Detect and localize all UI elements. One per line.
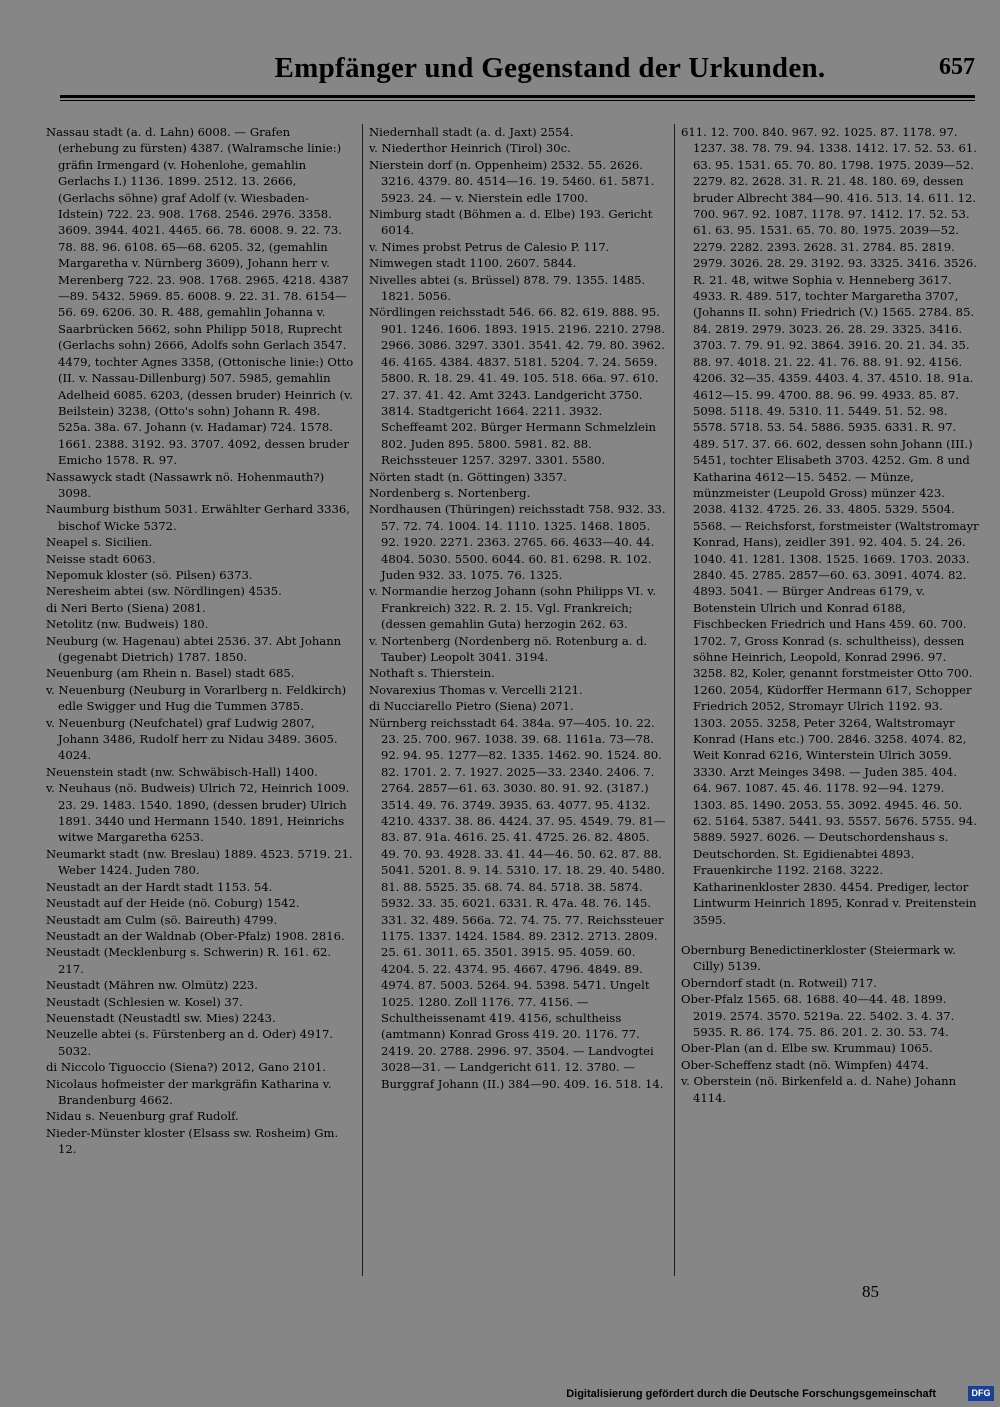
header-rule (60, 95, 975, 98)
index-entry: Neuenstadt (Neustadtl sw. Mies) 2243. (46, 1010, 276, 1025)
index-entry: Neuburg (w. Hagenau) abtei 2536. 37. Abt Johann (gegenabt Dietrich) 1787. 1850. (46, 633, 342, 664)
index-entry: Neisse stadt 6063. (46, 551, 156, 566)
index-entry: Nürnberg reichsstadt 64. 384a. 97—405. 10. 22. 23. 25. 700. 967. 1038. 39. 68. 1161a. 73—78. 92. 94. 95. 1277—82. 1335. 1462. 90. 1524. 80. 82. 1701. 2. 7. 1927. 2025—33. 2340. 2406. 7. 2764. 2857—61. 63. 3030. 80. 91. 92. (3187.) 3514. 49. 76. 3749. 3935. 63. 4077. 95. 4132. 4210. 4337. 38. 86. 4424. 37. 95. 4549. 79. 81—83. 87. 91a. 4616. 25. 41. 4725. 26. 82. 4805. 49. 70. 93. 4928. 33. 41. 44—46. 50. 62. 87. 88. 5041. 5201. 8. 9. 14. 5310. 17. 18. 29. 40. 5480. 81. 88. 5525. 35. 68. 74. 84. 5718. 38. 5874. 5932. 33. 35. 6021. 6331. R. 47a. 48. 76. 145. 331. 32. 489. 566a. 72. 74. 75. 77. Reichssteuer 1175. 1337. 1424. 1584. 89. 2312. 2713. 2809. 25. 61. 3011. 65. 3501. 3915. 95. 4059. 60. 4204. 5. 22. 4374. 95. 4667. 4796. 4849. 89. 4974. 87. 5003. 5264. 94. 5398. 5471. Ungelt 1025. 1280. Zoll 1176. 77. 4156. — Schultheissenamt 419. 4156, schultheiss (amtmann) Konrad Gross 419. 20. 1176. 77. 2419. 20. 2788. 2996. 97. 3504. — Landvogtei 3028—31. — Landgericht 611. 12. 3780. — Burggraf Johann (II.) 384—90. 409. 16. 518. 14. (369, 715, 666, 1091)
index-entry: Neustadt (Mecklenburg s. Schwerin) R. 161. 62. 217. (46, 945, 332, 976)
index-entry: Nothaft s. Thierstein. (369, 666, 495, 681)
index-entry: Oberndorf stadt (n. Rotweil) 717. (681, 975, 877, 990)
index-entry: v. Normandie herzog Johann (sohn Philipps VI. v. Frankreich) 322. R. 2. 15. Vgl. Frankreich; (dessen gemahlin Guta) herzogin 262. 63. (369, 584, 657, 632)
index-entry: Neresheim abtei (sw. Nördlingen) 4535. (46, 584, 282, 599)
index-entry: Nidau s. Neuenburg graf Rudolf. (46, 1109, 239, 1124)
index-entry: Neuzelle abtei (s. Fürstenberg an d. Oder) 4917. 5032. (46, 1027, 334, 1058)
index-column-left (46, 124, 354, 1407)
index-entry: Novarexius Thomas v. Vercelli 2121. (369, 682, 583, 697)
index-entry: Obernburg Benedictinerkloster (Steiermark w. Cilly) 5139. (681, 942, 956, 974)
index-entry: Nicolaus hofmeister der markgräfin Katharina v. Brandenburg 4662. (46, 1076, 332, 1107)
index-entry: Nordenberg s. Nortenberg. (369, 485, 531, 500)
index-entry: Nepomuk kloster (sö. Pilsen) 6373. (46, 567, 253, 582)
index-entry: Naumburg bisthum 5031. Erwählter Gerhard 3336, bischof Wicke 5372. (46, 502, 350, 533)
index-entry: Neapel s. Sicilien. (46, 535, 153, 550)
dfg-logo-icon: DFG (968, 1386, 994, 1401)
index-entry: Neuenburg (am Rhein n. Basel) stadt 685. (46, 666, 295, 681)
index-entry: Neustadt (Mähren nw. Olmütz) 223. (46, 978, 258, 993)
index-entry: 611. 12. 700. 840. 967. 92. 1025. 87. 1178. 97. 1237. 38. 78. 79. 94. 1338. 1412. 17. 52. 53. 61. 63. 95. 1531. 65. 70. 80. 1798. 1975. 2039—52. 2279. 82. 2628. 31. R. 21. 48. 180. 69, dessen bruder Albrecht 384—90. 416. 513. 14. 611. 12. 700. 967. 92. 1087. 1178. 97. 1412. 17. 52. 53. 61. 63. 95. 1531. 65. 70. 80. 1975. 2039—52. 2279. 2282. 2393. 2628. 31. 2784. 85. 2819. 2979. 3026. 28. 29. 3192. 93. 3325. 3416. 3526. R. 21. 48, witwe Sophia v. Henneberg 3617. 4933. R. 489. 517, tochter Margaretha 3707, (Johanns II. sohn) Friedrich (V.) 1565. 2784. 85. 84. 2819. 2979. 3023. 26. 28. 29. 3325. 3416. 3703. 7. 79. 91. 92. 3864. 3916. 20. 21. 34. 35. 88. 97. 4018. 21. 22. 41. 76. 88. 91. 92. 4156. 4206. 32—35. 4359. 4403. 4. 37. 4510. 18. 91a. 4612—15. 99. 4700. 88. 96. 99. 4933. 85. 87. 5098. 5118. 49. 5310. 11. 5449. 51. 52. 98. 5578. 5718. 53. 54. 5886. 5935. 6331. R. 97. 489. 517. 37. 66. 602, dessen sohn Johann (III.) 5451, tochter Elisabeth 3703. 4252. Gm. 8 und Katharina 4612—15. 5452. — Münze, münzmeister (Leupold Gross) münzer 423. 2038. 4132. 4725. 26. 33. 4805. 5329. 5504. 5568. — Reichsforst, forstmeister (Waltstromayr Konrad, Hans), zeidler 391. 92. 404. 5. 24. 26. 1040. 41. 1281. 1308. 1525. 1669. 1703. 2033. 2840. 45. 2785. 2857—60. 63. 3091. 4074. 82. 4893. 5041. — Bürger Andreas 6179, v. Botenstein Ulrich und Konrad 6188, Fischbecken Friedrich und Hans 459. 60. 700. 1702. 7, Gross Konrad (s. schultheiss), dessen söhne Heinrich, Leopold, Konrad 2996. 97. 3258. 82, Koler, genannt forstmeister Otto 700. 1260. 2054, Küdorffer Hermann 617, Schopper Friedrich 2052, Stromayr Ulrich 1192. 93. 1303. 2055. 3258, Peter 3264, Waltstromayr Konrad (Hans etc.) 700. 2846. 3258. 4074. 82, Weit Konrad 6216, Winterstein Ulrich 3059. 3330. Arzt Meinges 3498. — Juden 385. 404. 64. 967. 1087. 45. 46. 1178. 92—94. 1279. 1303. 85. 1490. 2053. 55. 3092. 4945. 46. 50. 62. 5164. 5387. 5441. 93. 5557. 5676. 5755. 94. 5889. 5927. 6026. — Deutschordenshaus s. Deutschorden. St. Egidienabtei 4893. Frauenkirche 1192. 2168. 3222. Katharinenkloster 2830. 4454. Prediger, lector Lintwurm Heinrich 1895, Konrad v. Preitenstein 3595. (681, 125, 979, 927)
index-entry: Nördlingen reichsstadt 546. 66. 82. 619. 888. 95. 901. 1246. 1606. 1893. 1915. 2196. 2210. 2798. 2966. 3086. 3297. 3301. 3541. 42. 79. 80. 3962. 46. 4165. 4384. 4837. 5181. 5204. 7. 24. 5659. 5800. R. 18. 29. 41. 49. 105. 518. 66a. 97. 610. 27. 37. 41. 42. Amt 3243. Landgericht 3750. 3814. Stadtgericht 1664. 2211. 3932. Scheffeamt 202. Bürger Hermann Schmelzlein 802. Juden 895. 5800. 5981. 82. 88. Reichssteuer 1257. 3297. 3301. 5580. (369, 305, 665, 468)
index-entry: v. Nimes probst Petrus de Calesio P. 117. (369, 239, 610, 254)
index-entry: Neustadt auf der Heide (nö. Coburg) 1542. (46, 896, 300, 911)
index-entry: Nierstein dorf (n. Oppenheim) 2532. 55. 2626. 3216. 4379. 80. 4514—16. 19. 5460. 61. 5871. 5923. 24. — v. Nierstein edle 1700. (369, 157, 655, 205)
index-entry: Neustadt an der Waldnab (Ober-Pfalz) 1908. 2816. (46, 928, 345, 943)
index-entry: Neustadt (Schlesien w. Kosel) 37. (46, 994, 243, 1009)
page-number: 657 (939, 54, 975, 80)
index-entry: Nimburg stadt (Böhmen a. d. Elbe) 193. Gericht 6014. (369, 207, 653, 238)
index-entry: v. Neuenburg (Neuburg in Vorarlberg n. Feldkirch) edle Swigger und Hug die Tummen 3785. (46, 682, 347, 714)
index-entry: di Neri Berto (Siena) 2081. (46, 600, 206, 615)
index-column-right (674, 124, 979, 1276)
digitization-credit: Digitalisierung gefördert durch die Deutsche Forschungsgemeinschaft (566, 1388, 936, 1400)
index-entry: Neustadt an der Hardt stadt 1153. 54. (46, 879, 273, 894)
index-entry: v. Neuenburg (Neufchatel) graf Ludwig 2807, Johann 3486, Rudolf herr zu Nidau 3489. 3605. 4024. (46, 715, 338, 763)
index-entry: Neuenstein stadt (nw. Schwäbisch-Hall) 1400. (46, 764, 318, 779)
header-rule-thin (60, 100, 975, 101)
section-gap (681, 928, 979, 942)
index-entry: di Niccolo Tiguoccio (Siena?) 2012, Gano 2101. (46, 1060, 326, 1075)
index-entry: Ober-Plan (an d. Elbe sw. Krummau) 1065. (681, 1041, 933, 1056)
index-entry: v. Niederthor Heinrich (Tirol) 30c. (369, 141, 571, 156)
index-entry: Nörten stadt (n. Göttingen) 3357. (369, 469, 567, 484)
index-entry: Neustadt am Culm (sö. Baireuth) 4799. (46, 912, 278, 927)
index-entry: Neumarkt stadt (nw. Breslau) 1889. 4523. 5719. 21. Weber 1424. Juden 780. (46, 846, 353, 878)
signature-number: 85 (862, 1282, 879, 1301)
page-header (60, 52, 975, 92)
index-column-middle (362, 124, 669, 1276)
index-entry: v. Oberstein (nö. Birkenfeld a. d. Nahe) Johann 4114. (681, 1074, 957, 1105)
index-entry: v. Nortenberg (Nordenberg nö. Rotenburg a. d. Tauber) Leopolt 3041. 3194. (369, 633, 648, 664)
index-entry: Nassau stadt (a. d. Lahn) 6008. — Grafen (erhebung zu fürsten) 4387. (Walramsche linie:) gräfin Irmengard (v. Hohenlohe, gemahlin Gerlachs I.) 1136. 1899. 2512. 13. 2666, (Gerlachs söhne) graf Adolf (v. Wiesbaden-Idstein) 722. 23. 908. 1768. 2546. 2976. 3358. 3609. 3944. 4021. 4465. 66. 78. 6008. 9. 22. 73. 78. 88. 96. 6108. 65—68. 6205. 32, (gemahlin Margaretha v. Nürnberg 3609), Johann herr v. Merenberg 722. 23. 908. 1768. 2965. 4218. 4387—89. 5432. 5969. 85. 6008. 9. 22. 31. 78. 6154—56. 69. 6206. 30. R. 488, gemahlin Johanna v. Saarbrücken 5662, sohn Philipp 5018, Ruprecht (Gerlachs sohn) 2666, Adolfs sohn Gerlach 3547. 4479, tochter Agnes 3358, (Ottonische linie:) Otto (II. v. Nassau-Dillenburg) 507. 5985, gemahlin Adelheid 6085. 6203, (dessen bruder) Heinrich (v. Beilstein) 3238, (Otto's sohn) Johann R. 498. 525a. 38a. 67. Johann (v. Hadamar) 724. 1578. 1661. 2388. 3192. 93. 3707. 4092, dessen bruder Emicho 1578. R. 97. (46, 125, 354, 468)
index-entry: di Nucciarello Pietro (Siena) 2071. (369, 699, 574, 714)
index-entry: Niedernhall stadt (a. d. Jaxt) 2554. (369, 125, 574, 139)
index-entry: Nimwegen stadt 1100. 2607. 5844. (369, 256, 577, 271)
index-entry: Nieder-Münster kloster (Elsass sw. Rosheim) Gm. 12. (46, 1125, 339, 1157)
index-entry: Ober-Pfalz 1565. 68. 1688. 40—44. 48. 1899. 2019. 2574. 3570. 5219a. 22. 5402. 3. 4. 37. 5935. R. 86. 174. 75. 86. 201. 2. 30. 53. 74. (681, 992, 955, 1039)
index-entry: Netolitz (nw. Budweis) 180. (46, 617, 209, 632)
index-entry: Ober-Scheffenz stadt (nö. Wimpfen) 4474. (681, 1057, 929, 1072)
index-entry: v. Neuhaus (nö. Budweis) Ulrich 72, Heinrich 1009. 23. 29. 1483. 1540. 1890, (dessen bruder) Ulrich 1891. 3440 und Hermann 1540. 1891, Heinrichs witwe Margaretha 6253. (46, 781, 350, 845)
index-entry: Nassawyck stadt (Nassawrk nö. Hohenmauth?) 3098. (46, 469, 325, 500)
index-entry: Nordhausen (Thüringen) reichsstadt 758. 932. 33. 57. 72. 74. 1004. 14. 1110. 1325. 1468. 1805. 92. 1920. 2271. 2363. 2765. 66. 4633—40. 44. 4804. 5030. 5500. 6044. 60. 81. 6298. R. 102. Juden 932. 33. 1075. 76. 1325. (369, 502, 666, 582)
index-entry: Nivelles abtei (s. Brüssel) 878. 79. 1355. 1485. 1821. 5056. (369, 272, 646, 304)
page-title: Empfänger und Gegenstand der Urkunden. (274, 52, 826, 84)
